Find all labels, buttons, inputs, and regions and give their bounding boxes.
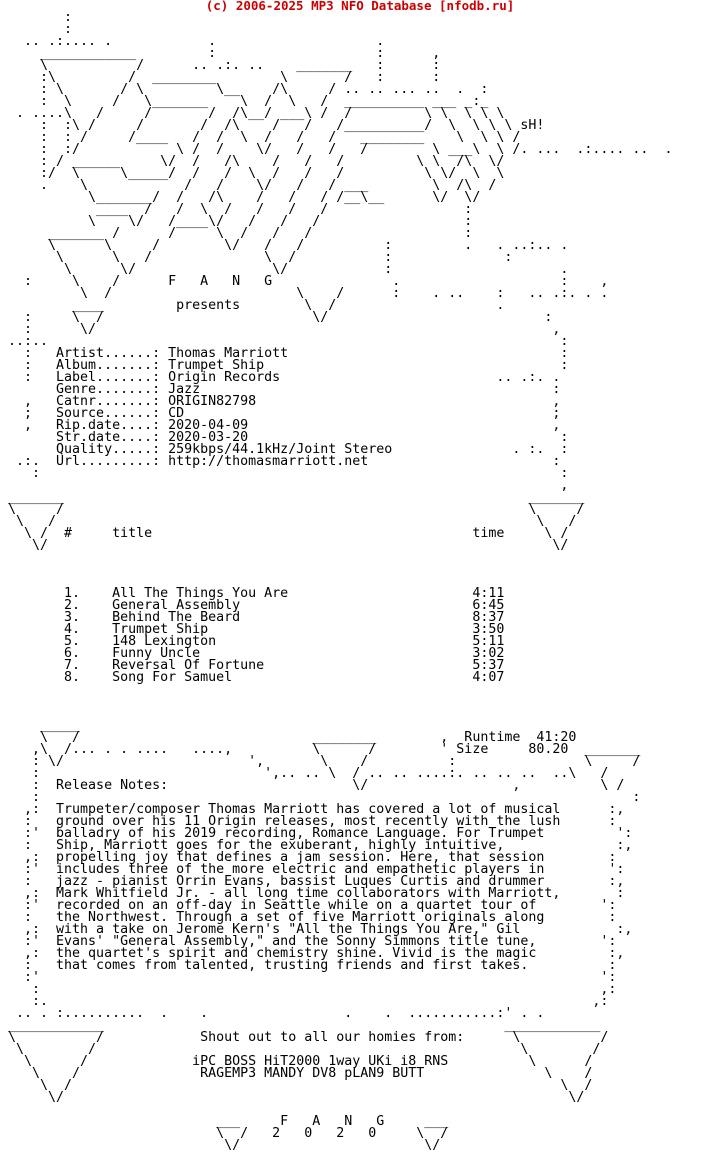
nfo-ascii-art-text: : : .. .:.... . . . ____________ : : , \ / .. .:. .. _______ : : :\ / ________ \ / : : : \ / \ \__ /\ / .. .. ... .. . : : \ / \_______ \ / \ / __________ ___ _:_ . ....\ / / / /\__/ ___\ / / \ \ \ \ \ : :\ / / / /\ / / /__________/ \ \ \ \ sH! : : / /____ / / \ / / / ________ \ \ \ / : :/ \ / / \/ / / / \ ___\ \ /. ... .:.... .. . : / ______ \/ / /\ / / / \ \ /\ \/ :/ \ \_____/ / / \ / / / \ \/ \ \ . \ / / \/ / / ___ \ /\ / \_______/ / /\ / / / /__\__ \/ \/ ____ / / \ / / / / : \ \/ /____\/ / / / : _______ / / \ / / / : \ \ / \/ / / : . . ..:.. . \ \ / \ / : : \ \/ \/ : . : \ / F A N G . : , \ / \ / : . .. : .. .:. . . ____ presents \ / . : \ / \/ : : \/ , ..:.. : : Artist......: Thomas Marriott : : Album.......: Trumpet Ship : : Label.......: Origin Records .. .:. . Genre.......: Jazz : , Catnr.......: ORIGIN82798 , ; Source......: CD ; , Rip.date....: 2020-04-09 , Str.date....: 2020-03-20 : Quality.....: 259kbps/44.1kHz/Joint Stereo . :. : .:. Url.........: http://thomasmarriott.net : : : , _______ _______ \ / \ / \ / \ / \ / # title time \ / \/ \/ 1. All The Things You Are 4:11 2. General Assembly 6:45 3. Behind The Beard 8:37 4. Trumpet Ship 3:50 5. 148 Lexington 5:11 6. Funny Uncle 3:02 7. Reversal Of Fortune 5:37 8. Song For Samuel 4:07 _____ \ / ________ , Runtime 41:20 ,\ /... . . .... ...., \ / ' Size 80.20 _______ : \/ ', \ / : \ / : ',.. .. \ / .. .. ....:. .. .. .. ..\ / : Release Notes: \/ , \ / : : ,: Trumpeter/composer Thomas Marriott has covered a lot of musical :, : ground over his 11 Origin releases, most recently with the lush : :' balladry of his 2019 recording, Romance Language. For Trumpet ': : Ship, Marriott goes for the exuberant, highly intuitive, :, ,: propelling joy that defines a jam session. Here, that session : :' includes three of the more electric and empathetic players in ': : jazz - pianist Orrin Evans, bassist Luques Curtis and drummer :, ,: Mark Whitfield Jr. - all long time collaborators with Marriott, : :' recorded on an off-day in Seattle while on a quartet tour of ': : the Northwest. Through a set of five Marriott originals along : ,: with a take on Jerome Kern's "All the Things You Are," Gil :, :' Evans' "General Assembly," and the Sonny Simmons title tune, ': ,: the quartet's spirit and chemistry shine. Vivid is the magic :, : that comes from talented, trusting friends and first takes. : :' ': : ,: :. ,: .. . :.......... . . . . ...........:' . . ____________ ____________ \ / Shout out to all our homies from: \ / \ / \ / \ / iPC BOSS HiT2000 1way UKi i8 RNS \ / \ / RAGEMP3 MANDY DV8 pLAN9 BUTT \ / \ / \ / \/ \/ ___ F A N G ___ \ / 2 0 2 0 \ / \/ \/	[8, 10, 673, 1153]
nfodb-copyright-banner: (c) 2006-2025 MP3 NFO Database [nfodb.ru]	[205, 0, 515, 13]
